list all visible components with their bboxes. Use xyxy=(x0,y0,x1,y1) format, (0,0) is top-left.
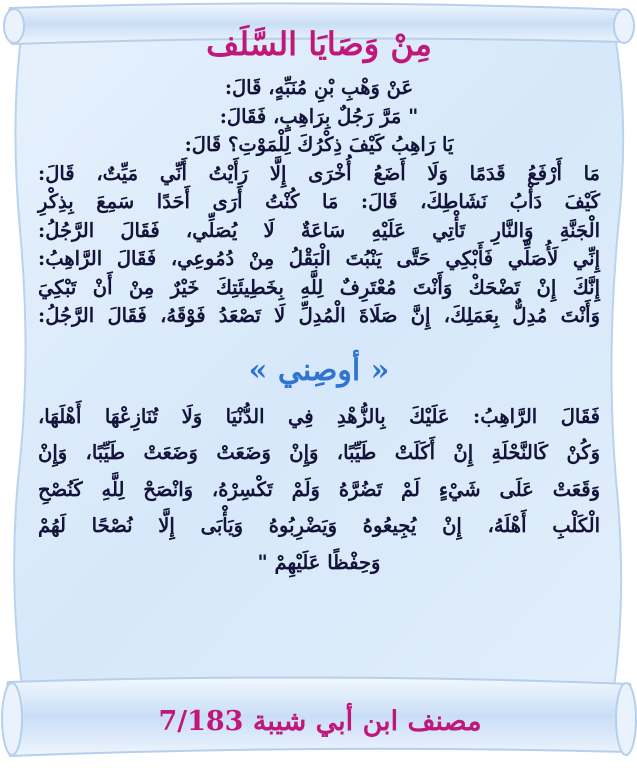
advise-me-heading: « أوصِني » xyxy=(248,352,390,388)
advice-line: الْكَلْبِ أَهْلَهُ، إِنْ يُجِيعُوهُ وَيَضْرِبُوهُ وَيَأْبَى إِلَّا نُصْحًا لَهُمْ xyxy=(38,514,600,537)
advice-line: وَحِفْظًا عَلَيْهِمْ " xyxy=(257,550,381,574)
narration-line: إِنِّي لَأُصَلِّي فَأَبْكِي حَتَّى يَنْبُتَ الْبَقْلُ مِنْ دُمُوعِي، فَقَالَ الرَّاهِبُ: xyxy=(38,247,600,270)
narration-line: عَنْ وَهْبِ بْنِ مُنَبِّهٍ، قَالَ: xyxy=(224,76,414,99)
narration-line: الْجَنَّةِ وَالنَّارِ تَأْتِي عَلَيْهِ سَاعَةٌ لَا يُصَلِّي، فَقَالَ الرَّجُلُ: xyxy=(38,218,600,242)
narration-line: إِنَّكَ إِنْ تَضْحَكْ وَأَنْتَ مُعْتَرِفٌ لِلَّهِ بِخَطِيئَتِكَ خَيْرٌ مِنْ أَنْ تَبْكِيَ xyxy=(38,275,600,299)
advice-line: وَقَعَتْ عَلَى شَيْءٍ لَمْ تَضُرَّهُ وَلَمْ تَكْسِرْهُ، وَانْصَحْ لِلَّهِ كَنُصْحِ xyxy=(38,477,600,501)
source-citation: مصنف ابن أبي شيبة 7/183 xyxy=(158,706,482,737)
narration-line: يَا رَاهِبُ كَيْفَ ذِكْرُكَ لِلْمَوْتِ؟ قَالَ: xyxy=(184,133,454,156)
narration-line: وَأَنْتَ مُدِلٌّ بِعَمَلِكَ، إِنَّ صَلَاةَ الْمُدِلِّ لَا تَصْعَدُ فَوْقَهُ، فَقَالَ الرَّجُلُ: xyxy=(38,304,600,327)
narration-line: " مَرَّ رَجُلٌ بِرَاهِبٍ، فَقَالَ: xyxy=(219,104,419,128)
narration-line: مَا أَرْفَعُ قَدَمًا وَلَا أَضَعُ أُخْرَى إِلَّا رَأَيْتُ أَنِّي مَيِّتٌ، قَالَ: xyxy=(38,161,600,185)
scroll-content xyxy=(38,22,600,577)
advice-line: فَقَالَ الرَّاهِبُ: عَلَيْكَ بِالزُّهْدِ فِي الدُّنْيَا وَلَا تُنَازِعْهَا أَهْلَهَا، xyxy=(38,404,600,428)
narration-line: كَيْفَ دَأْبُ نَشَاطِكَ، قَالَ: مَا كُنْتُ أَرَى أَحَدًا سَمِعَ بِذِكْرِ xyxy=(38,190,600,213)
advice-line: وَكُنْ كَالنَّحْلَةِ إِنْ أَكَلَتْ طَيِّبًا، وَإِنْ وَضَعَتْ وَضَعَتْ طَيِّبًا، وَإِنْ xyxy=(38,441,600,464)
page-title: مِنْ وَصَايَا السَّلَف xyxy=(206,25,432,63)
